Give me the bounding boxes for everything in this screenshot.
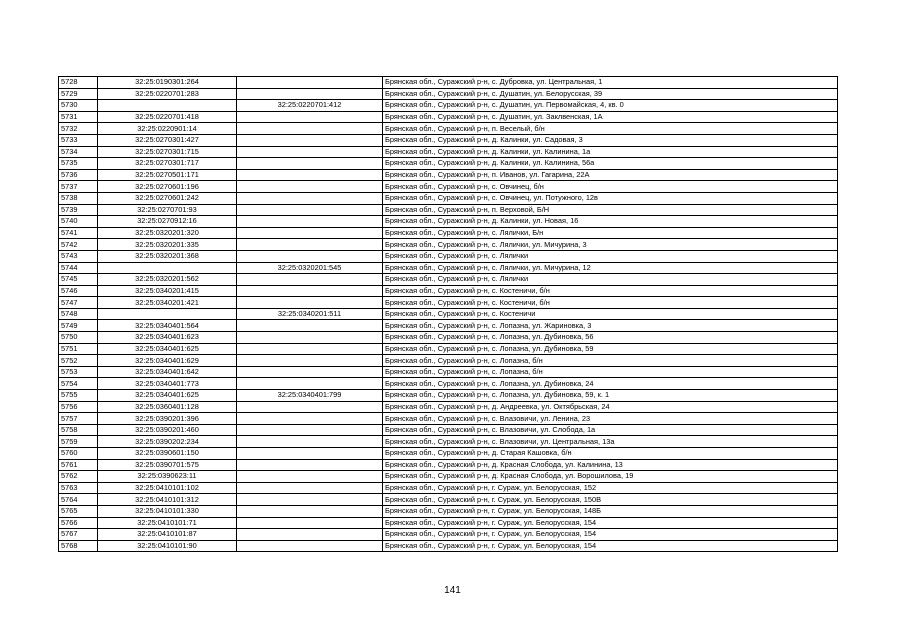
cadastral-number-cell: 32:25:0340401:625: [98, 390, 237, 402]
cadastral-number-secondary-cell: [237, 88, 383, 100]
cadastral-number-secondary-cell: [237, 529, 383, 541]
table-row: [59, 262, 838, 274]
row-number-cell: 5732: [59, 123, 98, 135]
table-row: [59, 192, 838, 204]
row-number-cell: 5743: [59, 250, 98, 262]
row-number-cell: 5739: [59, 204, 98, 216]
table-row: [59, 471, 838, 483]
cadastral-number-cell: 32:25:0340401:564: [98, 320, 237, 332]
row-number-cell: 5758: [59, 424, 98, 436]
cadastral-number-secondary-cell: [237, 204, 383, 216]
address-cell: Брянская обл., Суражский р-н, с. Лопазна, б/н: [383, 366, 838, 378]
address-cell: Брянская обл., Суражский р-н, п. Верховой, Б/Н: [383, 204, 838, 216]
row-number-cell: 5738: [59, 192, 98, 204]
address-cell: Брянская обл., Суражский р-н, с. Овчинец, ул. Потужного, 12в: [383, 192, 838, 204]
cadastral-number-secondary-cell: [237, 413, 383, 425]
table-row: [59, 169, 838, 181]
table-row: [59, 216, 838, 228]
cadastral-number-cell: 32:25:0270601:242: [98, 192, 237, 204]
row-number-cell: 5747: [59, 297, 98, 309]
table-row: [59, 181, 838, 193]
cadastral-number-secondary-cell: [237, 158, 383, 170]
address-cell: Брянская обл., Суражский р-н, г. Сураж, ул. Белорусская, 154: [383, 540, 838, 552]
cadastral-number-secondary-cell: [237, 320, 383, 332]
address-cell: Брянская обл., Суражский р-н, с. Костеничи, б/н: [383, 297, 838, 309]
cadastral-number-cell: 32:25:0390623:11: [98, 471, 237, 483]
cadastral-number-secondary-cell: [237, 471, 383, 483]
cadastral-number-cell: 32:25:0270701:93: [98, 204, 237, 216]
address-cell: Брянская обл., Суражский р-н, г. Сураж, ул. Белорусская, 150В: [383, 494, 838, 506]
address-cell: Брянская обл., Суражский р-н, д. Красная Слобода, ул. Ворошилова, 19: [383, 471, 838, 483]
row-number-cell: 5765: [59, 505, 98, 517]
row-number-cell: 5766: [59, 517, 98, 529]
cadastral-number-cell: 32:25:0270301:717: [98, 158, 237, 170]
address-cell: Брянская обл., Суражский р-н, п. Иванов, ул. Гагарина, 22А: [383, 169, 838, 181]
address-cell: Брянская обл., Суражский р-н, с. Лопазна, ул. Жариновка, 3: [383, 320, 838, 332]
cadastral-number-cell: 32:25:0340401:773: [98, 378, 237, 390]
address-cell: Брянская обл., Суражский р-н, п. Веселый, б/н: [383, 123, 838, 135]
address-cell: Брянская обл., Суражский р-н, с. Овчинец, б/н: [383, 181, 838, 193]
address-cell: Брянская обл., Суражский р-н, с. Лялички: [383, 274, 838, 286]
row-number-cell: 5759: [59, 436, 98, 448]
table-row: [59, 413, 838, 425]
row-number-cell: 5760: [59, 448, 98, 460]
cadastral-number-cell: 32:25:0410101:87: [98, 529, 237, 541]
cadastral-number-cell: 32:25:0410101:102: [98, 482, 237, 494]
cadastral-number-secondary-cell: [237, 250, 383, 262]
address-cell: Брянская обл., Суражский р-н, с. Лялички: [383, 250, 838, 262]
cadastral-number-cell: 32:25:0390601:150: [98, 448, 237, 460]
row-number-cell: 5754: [59, 378, 98, 390]
cadastral-number-secondary-cell: [237, 77, 383, 89]
cadastral-number-cell: 32:25:0410101:312: [98, 494, 237, 506]
cadastral-number-cell: 32:25:0340201:421: [98, 297, 237, 309]
table-row: [59, 378, 838, 390]
cadastral-number-cell: 32:25:0390201:460: [98, 424, 237, 436]
row-number-cell: 5761: [59, 459, 98, 471]
cadastral-number-cell: 32:25:0410101:71: [98, 517, 237, 529]
cadastral-number-cell: 32:25:0190301:264: [98, 77, 237, 89]
address-cell: Брянская обл., Суражский р-н, с. Лялички, ул. Мичурина, 3: [383, 239, 838, 251]
address-cell: Брянская обл., Суражский р-н, с. Душатин, ул. Белорусская, 39: [383, 88, 838, 100]
cadastral-number-secondary-cell: [237, 111, 383, 123]
row-number-cell: 5755: [59, 390, 98, 402]
table-row: [59, 505, 838, 517]
address-cell: Брянская обл., Суражский р-н, с. Лопазна, ул. Дубиновка, 56: [383, 332, 838, 344]
cadastral-number-secondary-cell: [237, 401, 383, 413]
cadastral-number-secondary-cell: [237, 297, 383, 309]
cadastral-number-cell: 32:25:0390202:234: [98, 436, 237, 448]
table-row: [59, 494, 838, 506]
row-number-cell: 5748: [59, 308, 98, 320]
table-row: [59, 250, 838, 262]
address-cell: Брянская обл., Суражский р-н, с. Лялички, Б/н: [383, 227, 838, 239]
cadastral-number-cell: 32:25:0340201:415: [98, 285, 237, 297]
row-number-cell: 5763: [59, 482, 98, 494]
address-cell: Брянская обл., Суражский р-н, с. Душатин, ул. Первомайская, 4, кв. 0: [383, 100, 838, 112]
page-number: 141: [444, 585, 461, 596]
table-row: [59, 424, 838, 436]
row-number-cell: 5749: [59, 320, 98, 332]
cadastral-number-secondary-cell: [237, 285, 383, 297]
cadastral-number-secondary-cell: [237, 192, 383, 204]
address-cell: Брянская обл., Суражский р-н, д. Калинки, ул. Садовая, 3: [383, 134, 838, 146]
table-row: [59, 134, 838, 146]
cadastral-number-cell: [98, 308, 237, 320]
table-row: [59, 308, 838, 320]
cadastral-number-secondary-cell: 32:25:0340401:799: [237, 390, 383, 402]
table-row: [59, 355, 838, 367]
row-number-cell: 5750: [59, 332, 98, 344]
row-number-cell: 5764: [59, 494, 98, 506]
cadastral-number-cell: 32:25:0320201:320: [98, 227, 237, 239]
cadastral-number-cell: [98, 100, 237, 112]
cadastral-number-cell: 32:25:0410101:90: [98, 540, 237, 552]
table-row: [59, 343, 838, 355]
row-number-cell: 5742: [59, 239, 98, 251]
cadastral-number-secondary-cell: [237, 343, 383, 355]
table-row: [59, 517, 838, 529]
cadastral-number-cell: [98, 262, 237, 274]
address-cell: Брянская обл., Суражский р-н, с. Лопазна, ул. Дубиновка, 59: [383, 343, 838, 355]
cadastral-number-secondary-cell: [237, 146, 383, 158]
address-cell: Брянская обл., Суражский р-н, с. Лопазна, ул. Дубиновка, 59, к. 1: [383, 390, 838, 402]
cadastral-number-cell: 32:25:0220701:418: [98, 111, 237, 123]
address-cell: Брянская обл., Суражский р-н, г. Сураж, ул. Белорусская, 154: [383, 517, 838, 529]
row-number-cell: 5737: [59, 181, 98, 193]
address-cell: Брянская обл., Суражский р-н, с. Лопазна, ул. Дубиновка, 24: [383, 378, 838, 390]
address-cell: Брянская обл., Суражский р-н, д. Красная Слобода, ул. Калинина, 13: [383, 459, 838, 471]
cadastral-number-cell: 32:25:0270301:715: [98, 146, 237, 158]
cadastral-number-secondary-cell: [237, 181, 383, 193]
table-row: [59, 146, 838, 158]
cadastral-number-cell: 32:25:0410101:330: [98, 505, 237, 517]
cadastral-number-secondary-cell: [237, 505, 383, 517]
table-row: [59, 274, 838, 286]
table-row: [59, 123, 838, 135]
cadastral-number-secondary-cell: 32:25:0320201:545: [237, 262, 383, 274]
cadastral-number-cell: 32:25:0340401:629: [98, 355, 237, 367]
cadastral-number-cell: 32:25:0270601:196: [98, 181, 237, 193]
row-number-cell: 5740: [59, 216, 98, 228]
row-number-cell: 5762: [59, 471, 98, 483]
row-number-cell: 5767: [59, 529, 98, 541]
row-number-cell: 5744: [59, 262, 98, 274]
cadastral-number-secondary-cell: [237, 424, 383, 436]
registry-table: [58, 76, 838, 552]
address-cell: Брянская обл., Суражский р-н, с. Душатин, ул. Заклвенская, 1А: [383, 111, 838, 123]
cadastral-number-secondary-cell: [237, 274, 383, 286]
cadastral-number-secondary-cell: [237, 448, 383, 460]
table-row: [59, 448, 838, 460]
cadastral-number-cell: 32:25:0390201:396: [98, 413, 237, 425]
address-cell: Брянская обл., Суражский р-н, с. Влазовичи, ул. Центральная, 13а: [383, 436, 838, 448]
table-row: [59, 77, 838, 89]
table-row: [59, 529, 838, 541]
cadastral-number-secondary-cell: [237, 355, 383, 367]
row-number-cell: 5736: [59, 169, 98, 181]
cadastral-number-cell: 32:25:0270301:427: [98, 134, 237, 146]
row-number-cell: 5757: [59, 413, 98, 425]
address-cell: Брянская обл., Суражский р-н, с. Костеничи, б/н: [383, 285, 838, 297]
cadastral-number-cell: 32:25:0340401:642: [98, 366, 237, 378]
cadastral-number-secondary-cell: [237, 239, 383, 251]
table-row: [59, 285, 838, 297]
table-row: [59, 204, 838, 216]
cadastral-number-secondary-cell: [237, 378, 383, 390]
address-cell: Брянская обл., Суражский р-н, с. Костеничи: [383, 308, 838, 320]
table-row: [59, 482, 838, 494]
cadastral-number-secondary-cell: [237, 123, 383, 135]
cadastral-number-cell: 32:25:0320201:368: [98, 250, 237, 262]
address-cell: Брянская обл., Суражский р-н, г. Сураж, ул. Белорусская, 154: [383, 529, 838, 541]
cadastral-number-secondary-cell: [237, 332, 383, 344]
cadastral-number-secondary-cell: [237, 216, 383, 228]
cadastral-number-cell: 32:25:0220901:14: [98, 123, 237, 135]
cadastral-number-cell: 32:25:0340401:623: [98, 332, 237, 344]
address-cell: Брянская обл., Суражский р-н, с. Влазовичи, ул. Ленина, 23: [383, 413, 838, 425]
row-number-cell: 5728: [59, 77, 98, 89]
row-number-cell: 5751: [59, 343, 98, 355]
address-cell: Брянская обл., Суражский р-н, с. Влазовичи, ул. Слобода, 1а: [383, 424, 838, 436]
row-number-cell: 5753: [59, 366, 98, 378]
row-number-cell: 5734: [59, 146, 98, 158]
address-cell: Брянская обл., Суражский р-н, д. Калинки, ул. Калинина, 56а: [383, 158, 838, 170]
address-cell: Брянская обл., Суражский р-н, г. Сураж, ул. Белорусская, 152: [383, 482, 838, 494]
cadastral-number-secondary-cell: [237, 169, 383, 181]
row-number-cell: 5741: [59, 227, 98, 239]
row-number-cell: 5733: [59, 134, 98, 146]
cadastral-number-secondary-cell: [237, 436, 383, 448]
row-number-cell: 5731: [59, 111, 98, 123]
cadastral-number-secondary-cell: [237, 459, 383, 471]
table-row: [59, 239, 838, 251]
table-row: [59, 459, 838, 471]
table-row: [59, 320, 838, 332]
row-number-cell: 5746: [59, 285, 98, 297]
table-row: [59, 390, 838, 402]
table-row: [59, 332, 838, 344]
row-number-cell: 5745: [59, 274, 98, 286]
address-cell: Брянская обл., Суражский р-н, д. Калинки, ул. Калинина, 1а: [383, 146, 838, 158]
cadastral-number-secondary-cell: [237, 366, 383, 378]
cadastral-number-secondary-cell: [237, 482, 383, 494]
registry-table-body: [59, 77, 838, 552]
cadastral-number-cell: 32:25:0270501:171: [98, 169, 237, 181]
cadastral-number-cell: 32:25:0220701:283: [98, 88, 237, 100]
row-number-cell: 5730: [59, 100, 98, 112]
table-row: [59, 100, 838, 112]
cadastral-number-secondary-cell: [237, 134, 383, 146]
row-number-cell: 5735: [59, 158, 98, 170]
table-row: [59, 401, 838, 413]
cadastral-number-secondary-cell: [237, 517, 383, 529]
cadastral-number-cell: 32:25:0320201:335: [98, 239, 237, 251]
table-row: [59, 227, 838, 239]
address-cell: Брянская обл., Суражский р-н, с. Лялички, ул. Мичурина, 12: [383, 262, 838, 274]
address-cell: Брянская обл., Суражский р-н, д. Калинки, ул. Новая, 16: [383, 216, 838, 228]
address-cell: Брянская обл., Суражский р-н, д. Старая Кашовка, б/н: [383, 448, 838, 460]
cadastral-number-secondary-cell: [237, 540, 383, 552]
table-row: [59, 297, 838, 309]
table-row: [59, 540, 838, 552]
cadastral-number-secondary-cell: 32:25:0220701:412: [237, 100, 383, 112]
cadastral-number-cell: 32:25:0360401:128: [98, 401, 237, 413]
row-number-cell: 5756: [59, 401, 98, 413]
cadastral-number-secondary-cell: [237, 227, 383, 239]
table-row: [59, 111, 838, 123]
cadastral-number-cell: 32:25:0270912:16: [98, 216, 237, 228]
row-number-cell: 5729: [59, 88, 98, 100]
cadastral-number-cell: 32:25:0390701:575: [98, 459, 237, 471]
table-row: [59, 158, 838, 170]
address-cell: Брянская обл., Суражский р-н, г. Сураж, ул. Белорусская, 148Б: [383, 505, 838, 517]
cadastral-number-secondary-cell: [237, 494, 383, 506]
table-row: [59, 88, 838, 100]
table-row: [59, 436, 838, 448]
row-number-cell: 5752: [59, 355, 98, 367]
cadastral-number-cell: 32:25:0320201:562: [98, 274, 237, 286]
cadastral-number-cell: 32:25:0340401:625: [98, 343, 237, 355]
row-number-cell: 5768: [59, 540, 98, 552]
table-row: [59, 366, 838, 378]
address-cell: Брянская обл., Суражский р-н, д. Андреевка, ул. Октябрьская, 24: [383, 401, 838, 413]
address-cell: Брянская обл., Суражский р-н, с. Дубровка, ул. Центральная, 1: [383, 77, 838, 89]
cadastral-number-secondary-cell: 32:25:0340201:511: [237, 308, 383, 320]
address-cell: Брянская обл., Суражский р-н, с. Лопазна, б/н: [383, 355, 838, 367]
